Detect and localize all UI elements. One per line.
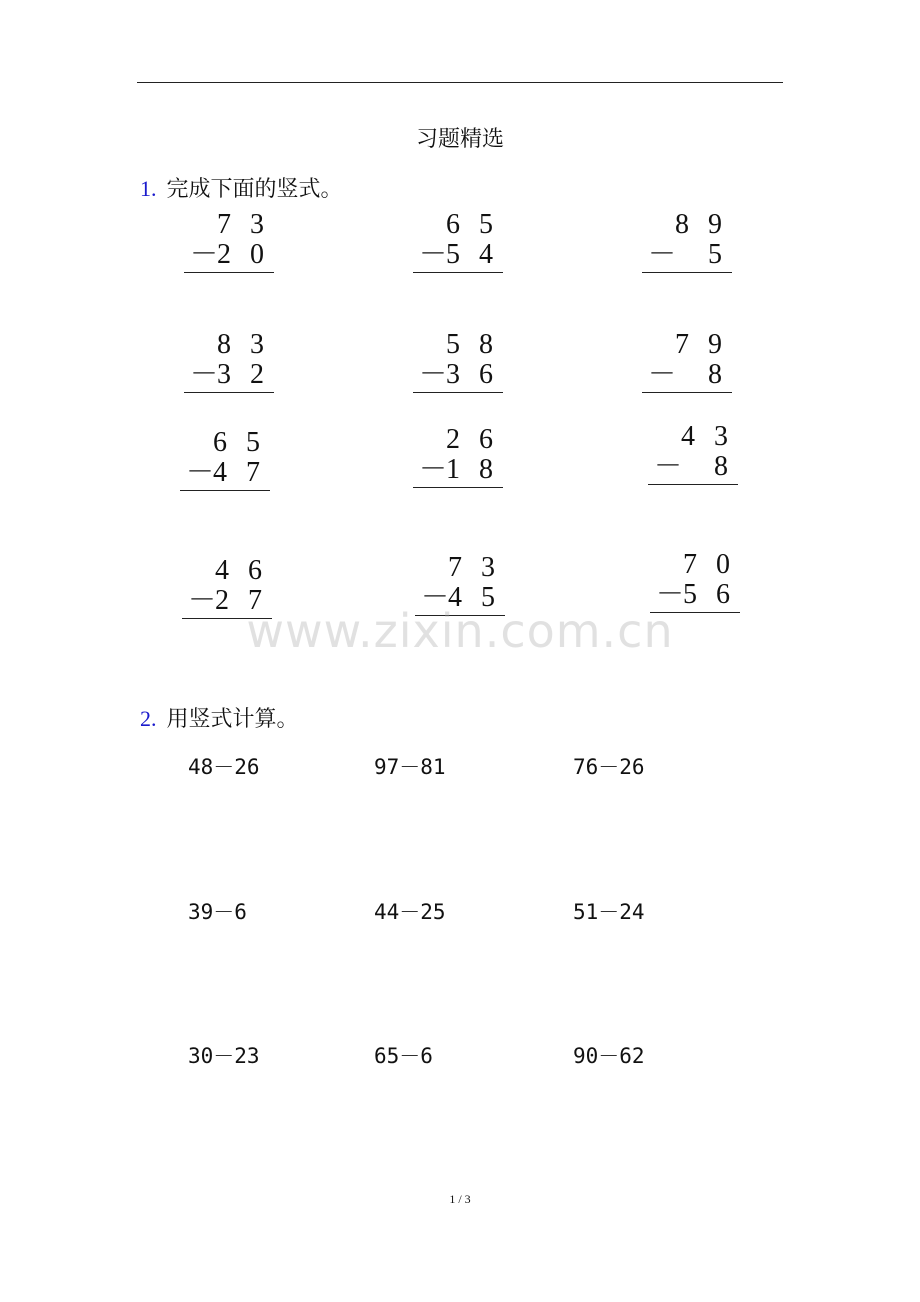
subtrahend: 5 6 bbox=[683, 579, 736, 610]
minuend: 7 3 bbox=[448, 552, 501, 583]
answer-line bbox=[184, 392, 274, 393]
vertical-problem bbox=[180, 428, 270, 491]
expression: 30－23 bbox=[188, 1044, 260, 1068]
watermark: www.zixin.com.cn bbox=[246, 604, 674, 658]
answer-line bbox=[184, 272, 274, 273]
expression: 48－26 bbox=[188, 755, 260, 779]
expression: 65－6 bbox=[374, 1044, 433, 1068]
minus-sign: － bbox=[419, 359, 448, 390]
minus-sign: － bbox=[190, 239, 219, 270]
minuend: 4 3 bbox=[681, 421, 734, 452]
minuend: 8 3 bbox=[217, 329, 270, 360]
vertical-problem bbox=[413, 425, 503, 488]
minuend: 7 3 bbox=[217, 209, 270, 240]
subtrahend: 3 2 bbox=[217, 359, 270, 390]
expression: 39－6 bbox=[188, 900, 247, 924]
expression: 97－81 bbox=[374, 755, 446, 779]
subtrahend: 3 6 bbox=[446, 359, 499, 390]
expression: 51－24 bbox=[573, 900, 645, 924]
page-number: 1 / 3 bbox=[449, 1192, 471, 1206]
minuend: 7 9 bbox=[675, 329, 728, 360]
subtrahend: 4 5 bbox=[448, 582, 501, 613]
vertical-problem bbox=[184, 330, 274, 393]
minus-sign: － bbox=[419, 239, 448, 270]
minuend: 8 9 bbox=[675, 209, 728, 240]
vertical-problem bbox=[413, 210, 503, 273]
minuend: 7 0 bbox=[683, 549, 736, 580]
minuend: 5 8 bbox=[446, 329, 499, 360]
subtrahend: 4 7 bbox=[213, 457, 266, 488]
section-2-heading bbox=[140, 702, 299, 733]
expression: 44－25 bbox=[374, 900, 446, 924]
minuend: 6 5 bbox=[446, 209, 499, 240]
vertical-problem bbox=[413, 330, 503, 393]
subtrahend: 5 bbox=[708, 239, 728, 270]
minus-sign: － bbox=[419, 454, 448, 485]
minuend: 4 6 bbox=[215, 555, 268, 586]
minus-sign: － bbox=[188, 585, 217, 616]
answer-line bbox=[648, 484, 738, 485]
minus-sign: － bbox=[190, 359, 219, 390]
minuend: 2 6 bbox=[446, 424, 499, 455]
answer-line bbox=[180, 490, 270, 491]
subtrahend: 2 7 bbox=[215, 585, 268, 616]
answer-line bbox=[413, 272, 503, 273]
answer-line bbox=[642, 392, 732, 393]
section-1-label: 完成下面的竖式。 bbox=[166, 177, 343, 202]
expression: 76－26 bbox=[573, 755, 645, 779]
expression: 90－62 bbox=[573, 1044, 645, 1068]
section-2-number: 2. bbox=[140, 706, 157, 731]
subtrahend: 2 0 bbox=[217, 239, 270, 270]
minuend: 6 5 bbox=[213, 427, 266, 458]
subtrahend: 8 bbox=[714, 451, 734, 482]
subtrahend: 5 4 bbox=[446, 239, 499, 270]
page-title: 习题精选 bbox=[415, 127, 504, 152]
vertical-problem bbox=[642, 330, 732, 393]
vertical-problem bbox=[648, 422, 738, 485]
minus-sign: － bbox=[648, 359, 677, 390]
minus-sign: － bbox=[654, 451, 683, 482]
answer-line bbox=[642, 272, 732, 273]
minus-sign: － bbox=[656, 579, 685, 610]
minus-sign: － bbox=[186, 457, 215, 488]
minus-sign: － bbox=[648, 239, 677, 270]
section-2-label: 用竖式计算。 bbox=[166, 707, 299, 732]
section-1-number: 1. bbox=[140, 176, 157, 201]
answer-line bbox=[413, 487, 503, 488]
vertical-problem bbox=[184, 210, 274, 273]
header-rule bbox=[137, 82, 783, 83]
minus-sign: － bbox=[421, 582, 450, 613]
vertical-problem bbox=[642, 210, 732, 273]
subtrahend: 1 8 bbox=[446, 454, 499, 485]
answer-line bbox=[413, 392, 503, 393]
subtrahend: 8 bbox=[708, 359, 728, 390]
section-1-heading bbox=[140, 172, 343, 203]
